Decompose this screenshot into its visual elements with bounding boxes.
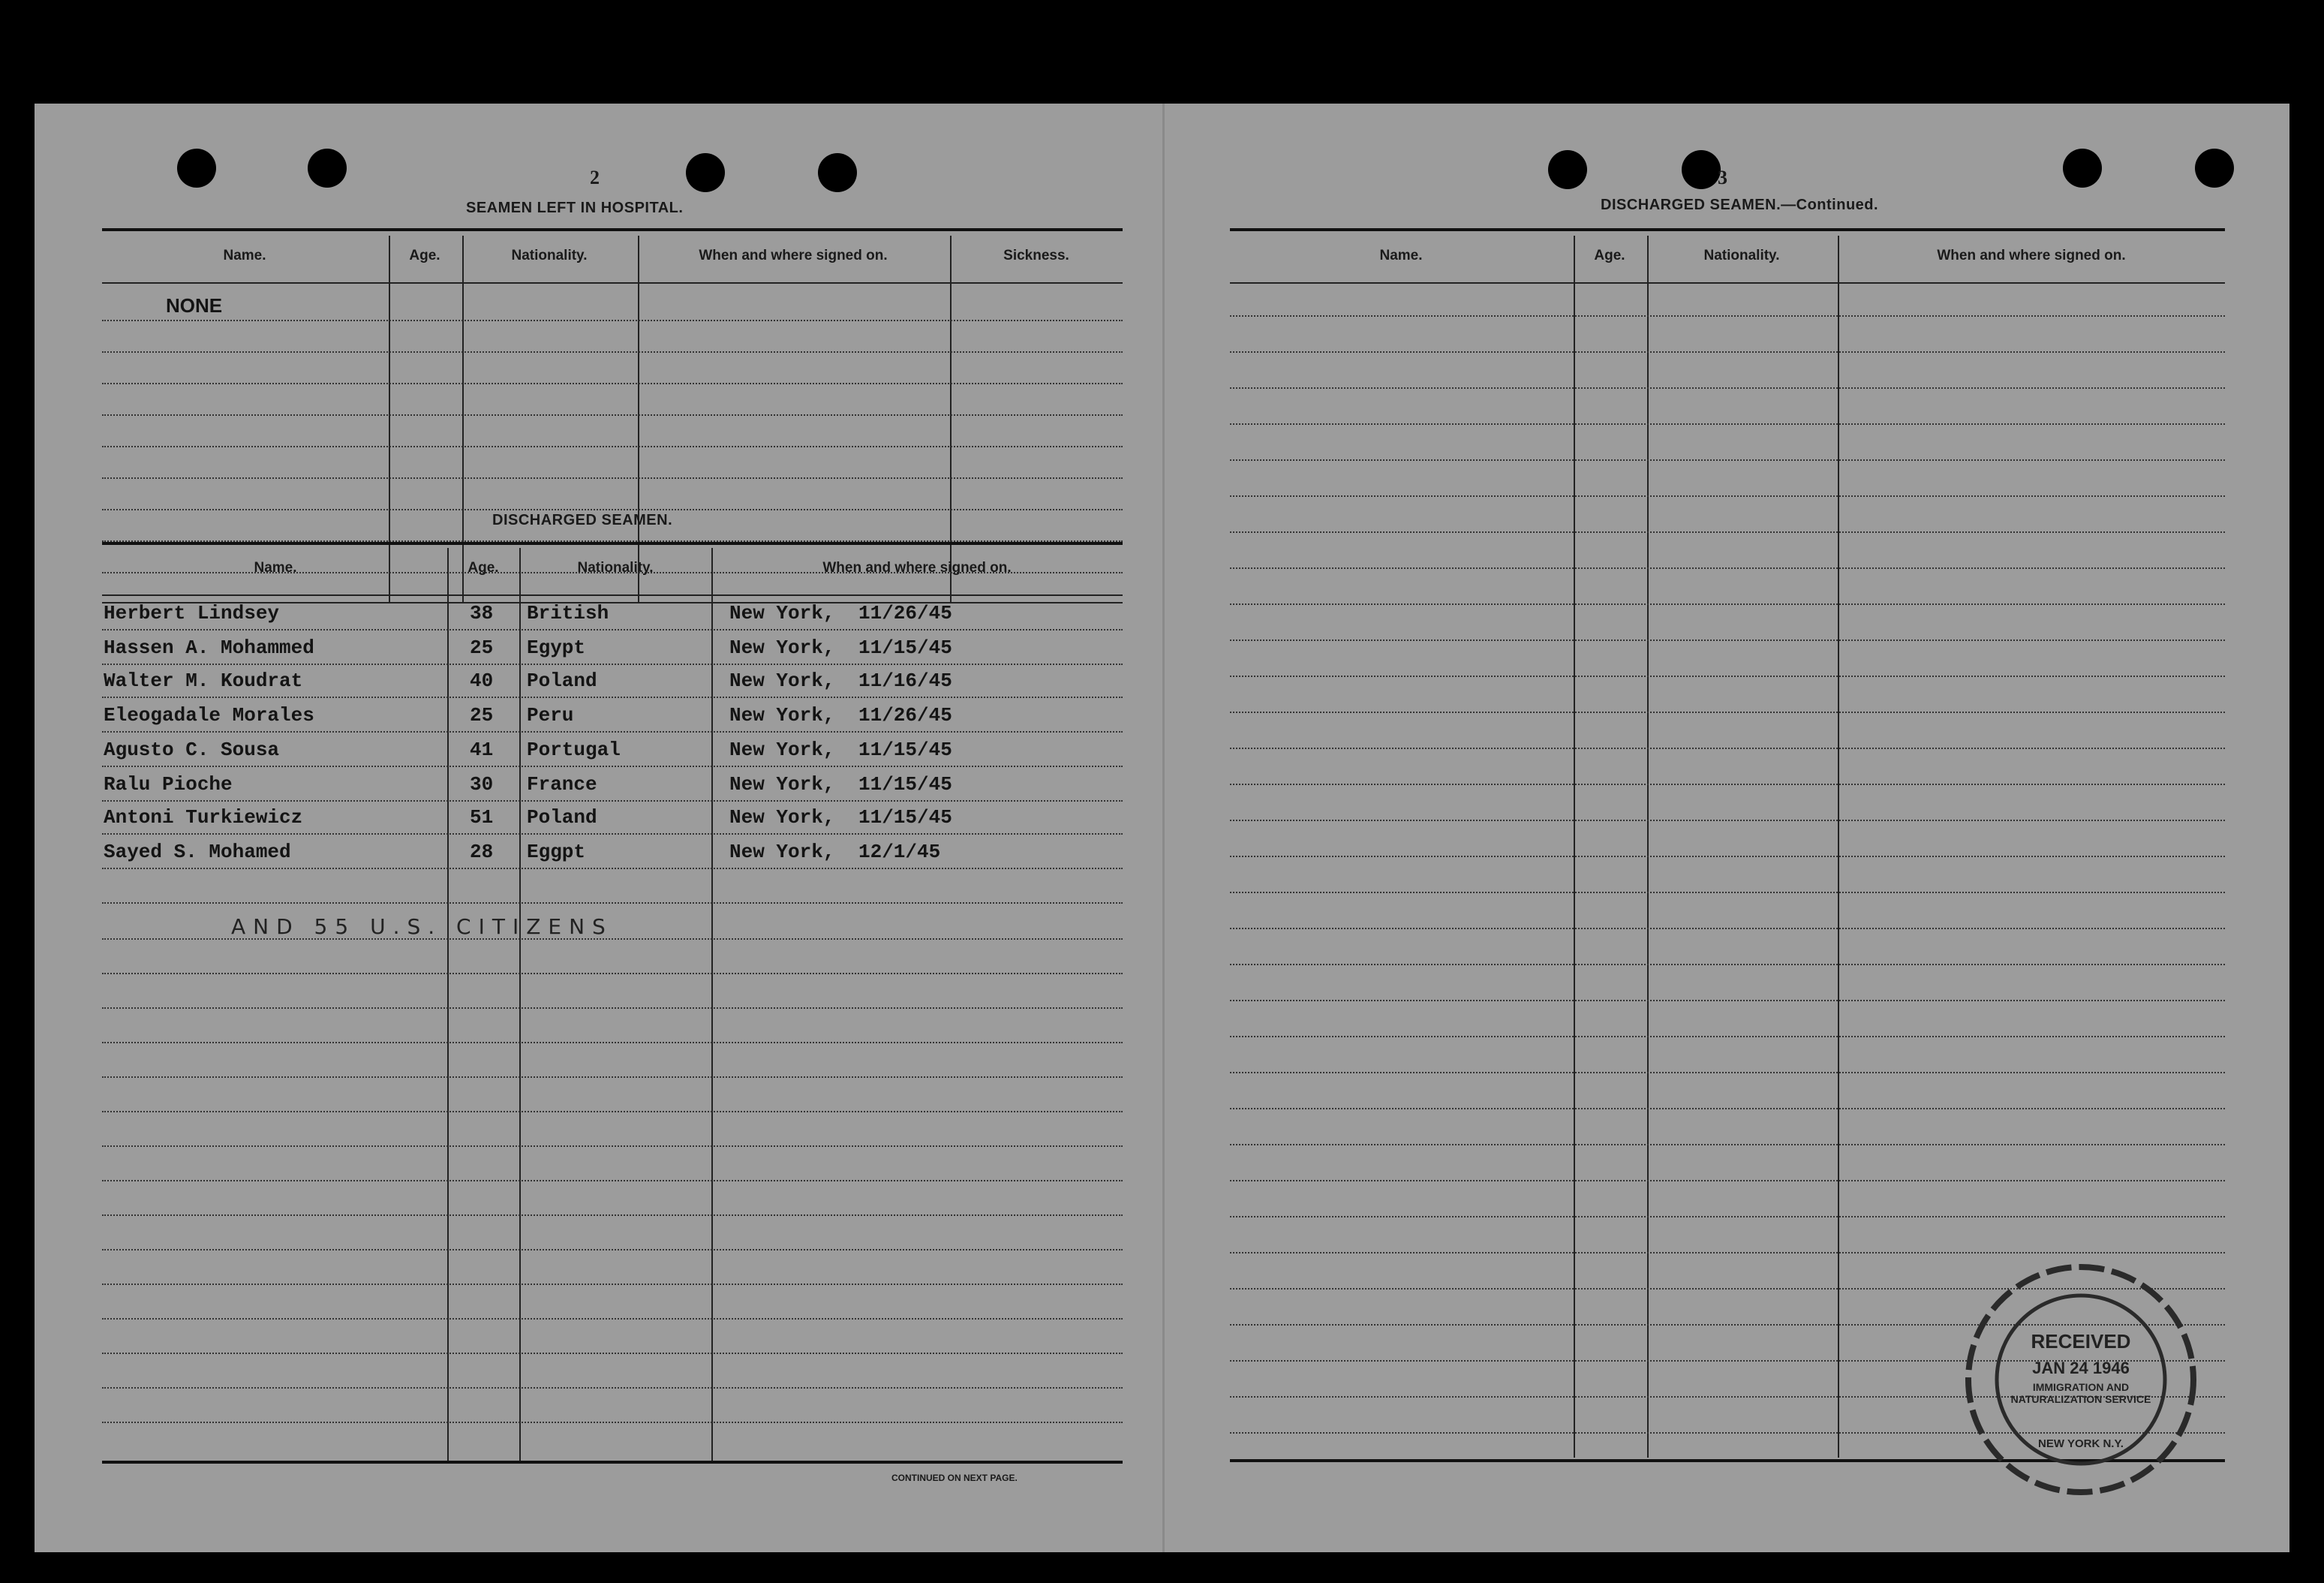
ruled-line xyxy=(102,1422,1123,1423)
column-divider xyxy=(950,236,952,602)
column-divider xyxy=(1647,236,1649,1458)
seaman-name: Sayed S. Mohamed xyxy=(104,841,291,863)
ruled-line xyxy=(1230,856,2225,857)
column-divider xyxy=(519,548,521,1462)
discharged-col-nationality: Nationality. xyxy=(577,560,654,576)
continued-col-nationality: Nationality. xyxy=(1703,248,1780,263)
ruled-line xyxy=(102,629,1123,630)
punch-hole xyxy=(1548,150,1587,189)
seaman-nationality: Peru xyxy=(527,704,574,727)
punch-hole xyxy=(818,153,857,192)
ruled-line xyxy=(1230,676,2225,677)
ruled-line xyxy=(102,766,1123,767)
ruled-line xyxy=(1230,1000,2225,1001)
ruled-line xyxy=(1230,928,2225,929)
column-divider xyxy=(1574,236,1575,1458)
punch-hole xyxy=(2195,149,2234,188)
seaman-age: 30 xyxy=(470,773,494,796)
seaman-nationality: British xyxy=(527,602,609,624)
received-stamp xyxy=(1961,1259,2201,1500)
ruled-line xyxy=(102,731,1123,733)
ruled-line xyxy=(1230,1144,2225,1145)
ruled-line xyxy=(102,320,1123,321)
stamp-agency: IMMIGRATION AND NATURALIZATION SERVICE xyxy=(2010,1381,2151,1405)
ruled-line xyxy=(102,1180,1123,1181)
ruled-line xyxy=(1230,495,2225,497)
ruled-line xyxy=(1230,351,2225,353)
ruled-line xyxy=(102,902,1123,904)
hospital-col-age: Age. xyxy=(409,248,440,263)
seaman-age: 25 xyxy=(470,704,494,727)
seaman-nationality: Portugal xyxy=(527,739,621,761)
seaman-signed-place: New York, xyxy=(729,773,835,796)
ruled-line xyxy=(102,1076,1123,1078)
ruled-line xyxy=(1230,820,2225,821)
hospital-col-name: Name. xyxy=(223,248,266,263)
ruled-line xyxy=(1230,640,2225,641)
ruled-line xyxy=(102,1318,1123,1320)
seaman-signed-place: New York, xyxy=(729,806,835,829)
column-divider xyxy=(638,236,639,602)
ruled-line xyxy=(102,414,1123,416)
page-number: 2 xyxy=(590,167,600,188)
column-divider xyxy=(711,548,713,1462)
seaman-nationality: Eggpt xyxy=(527,841,586,863)
left-page xyxy=(35,104,1164,1552)
ruled-line xyxy=(102,1387,1123,1389)
discharged-section-title: DISCHARGED SEAMEN. xyxy=(492,512,673,528)
punch-hole xyxy=(308,149,347,188)
seaman-nationality: Poland xyxy=(527,670,597,692)
ruled-line xyxy=(1230,423,2225,425)
discharged-col-name: Name. xyxy=(254,560,297,576)
discharged-table-bottom-rule xyxy=(102,1461,1123,1464)
ruled-line xyxy=(102,509,1123,510)
seaman-name: Herbert Lindsey xyxy=(104,602,280,624)
ruled-line xyxy=(1230,1036,2225,1037)
seaman-age: 41 xyxy=(470,739,494,761)
seaman-signed-place: New York, xyxy=(729,637,835,659)
ruled-line xyxy=(102,833,1123,835)
discharged-col-signed-on: When and where signed on. xyxy=(822,560,1012,576)
ruled-line xyxy=(102,477,1123,479)
ruled-line xyxy=(102,800,1123,802)
hospital-section-title: SEAMEN LEFT IN HOSPITAL. xyxy=(466,200,684,216)
seaman-nationality: Poland xyxy=(527,806,597,829)
ruled-line xyxy=(1230,1108,2225,1109)
ruled-line xyxy=(1230,784,2225,785)
discharged-col-age: Age. xyxy=(468,560,499,576)
column-divider xyxy=(1838,236,1839,1458)
continued-col-name: Name. xyxy=(1379,248,1423,263)
ruled-line xyxy=(1230,567,2225,569)
ruled-line xyxy=(102,664,1123,665)
stamp-date: JAN 24 1946 xyxy=(2032,1359,2130,1377)
ruled-line xyxy=(1230,892,2225,893)
seaman-signed-date: 11/15/45 xyxy=(858,637,952,659)
column-divider xyxy=(447,548,449,1462)
seaman-name: Hassen A. Mohammed xyxy=(104,637,314,659)
ruled-line xyxy=(102,446,1123,447)
seaman-age: 25 xyxy=(470,637,494,659)
document-sheet xyxy=(35,104,2289,1552)
ruled-line xyxy=(1230,1216,2225,1217)
seaman-signed-place: New York, xyxy=(729,739,835,761)
ruled-line xyxy=(1230,459,2225,461)
seaman-signed-date: 12/1/45 xyxy=(858,841,941,863)
ruled-line xyxy=(1230,387,2225,389)
column-divider xyxy=(389,236,390,602)
seaman-signed-date: 11/26/45 xyxy=(858,704,952,727)
ruled-line xyxy=(102,868,1123,869)
ruled-line xyxy=(102,973,1123,974)
hospital-col-sickness: Sickness. xyxy=(1003,248,1069,263)
ruled-line xyxy=(1230,1180,2225,1181)
seaman-name: Antoni Turkiewicz xyxy=(104,806,303,829)
ruled-line xyxy=(102,1214,1123,1216)
stamp-received-text: RECEIVED xyxy=(2031,1330,2131,1353)
continued-note: CONTINUED ON NEXT PAGE. xyxy=(891,1473,1018,1483)
punch-hole xyxy=(2063,149,2102,188)
continued-col-signed-on: When and where signed on. xyxy=(1937,248,2126,263)
seaman-age: 38 xyxy=(470,602,494,624)
ruled-line xyxy=(102,1284,1123,1285)
seaman-name: Walter M. Koudrat xyxy=(104,670,303,692)
seaman-signed-date: 11/26/45 xyxy=(858,602,952,624)
continued-table-header-rule xyxy=(1230,282,2225,284)
seaman-age: 28 xyxy=(470,841,494,863)
ruled-line xyxy=(1230,1072,2225,1073)
seaman-signed-date: 11/15/45 xyxy=(858,773,952,796)
seaman-signed-date: 11/15/45 xyxy=(858,806,952,829)
ruled-line xyxy=(102,1111,1123,1112)
discharged-table-header-rule xyxy=(102,594,1123,596)
punch-hole xyxy=(1682,150,1721,189)
stamp-location: NEW YORK N.Y. xyxy=(2038,1437,2124,1450)
seaman-nationality: France xyxy=(527,773,597,796)
punch-hole xyxy=(177,149,216,188)
ruled-line xyxy=(1230,748,2225,749)
seaman-signed-place: New York, xyxy=(729,670,835,692)
seaman-signed-date: 11/16/45 xyxy=(858,670,952,692)
hospital-col-nationality: Nationality. xyxy=(511,248,588,263)
ruled-line xyxy=(1230,964,2225,965)
handwritten-note: AND 55 U.S. CITIZENS xyxy=(231,914,613,939)
ruled-line xyxy=(102,1353,1123,1354)
continued-table-top-rule xyxy=(1230,228,2225,231)
discharged-table-top-rule xyxy=(102,542,1123,545)
seaman-age: 51 xyxy=(470,806,494,829)
continued-col-age: Age. xyxy=(1594,248,1625,263)
seaman-signed-place: New York, xyxy=(729,704,835,727)
seaman-signed-date: 11/15/45 xyxy=(858,739,952,761)
ruled-line xyxy=(1230,315,2225,317)
hospital-table-header-rule xyxy=(102,282,1123,284)
page-number: 3 xyxy=(1718,167,1727,188)
seaman-signed-place: New York, xyxy=(729,602,835,624)
ruled-line xyxy=(102,1007,1123,1009)
right-page xyxy=(1164,104,2289,1552)
seaman-name: Eleogadale Morales xyxy=(104,704,314,727)
seaman-name: Agusto C. Sousa xyxy=(104,739,280,761)
ruled-line xyxy=(102,697,1123,698)
ruled-line xyxy=(102,383,1123,384)
discharged-continued-title: DISCHARGED SEAMEN.—Continued. xyxy=(1601,197,1879,213)
column-divider xyxy=(462,236,464,602)
ruled-line xyxy=(102,1249,1123,1250)
ruled-line xyxy=(1230,1252,2225,1253)
punch-hole xyxy=(686,153,725,192)
ruled-line xyxy=(102,938,1123,940)
ruled-line xyxy=(1230,603,2225,605)
seaman-name: Ralu Pioche xyxy=(104,773,233,796)
ruled-line xyxy=(102,351,1123,353)
hospital-entry: NONE xyxy=(166,294,223,317)
hospital-col-signed-on: When and where signed on. xyxy=(699,248,888,263)
ruled-line xyxy=(102,1042,1123,1043)
hospital-table-top-rule xyxy=(102,228,1123,231)
ruled-line xyxy=(1230,531,2225,533)
ruled-line xyxy=(1230,712,2225,713)
seaman-age: 40 xyxy=(470,670,494,692)
seaman-signed-place: New York, xyxy=(729,841,835,863)
seaman-nationality: Egypt xyxy=(527,637,586,659)
ruled-line xyxy=(102,1145,1123,1147)
